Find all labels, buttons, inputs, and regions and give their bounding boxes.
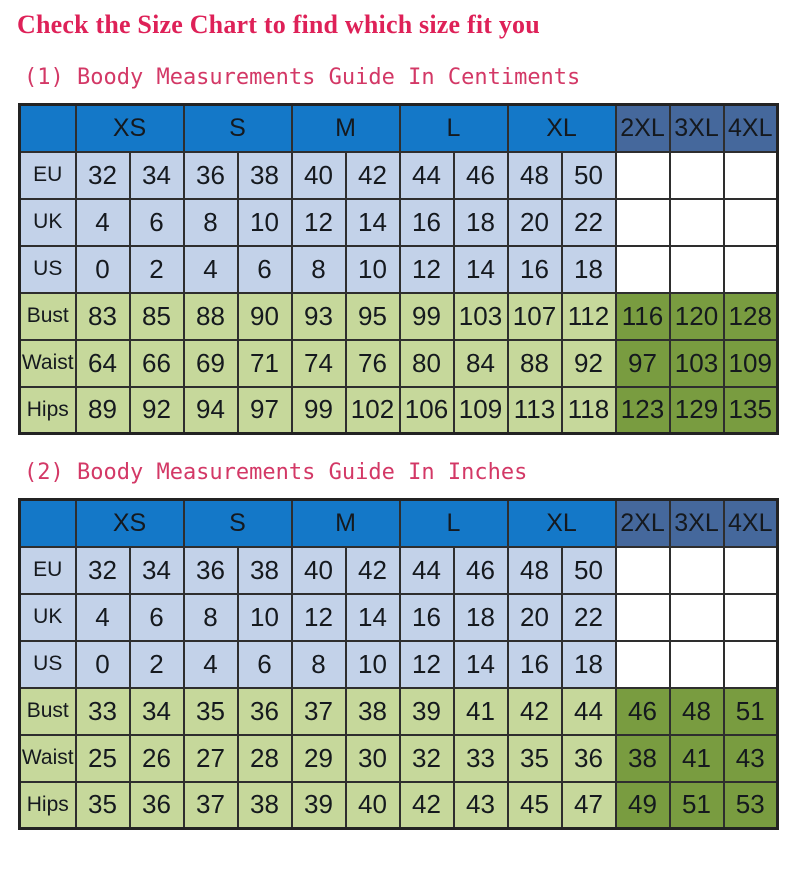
size-cell: 113 (508, 387, 562, 434)
size-cell: 51 (670, 782, 724, 829)
size-cell: 4 (184, 641, 238, 688)
size-cell: 4 (76, 594, 130, 641)
size-cell: 99 (400, 293, 454, 340)
size-cell: 39 (400, 688, 454, 735)
section-heading-inches: (2) Boody Measurements Guide In Inches (24, 460, 528, 485)
section-centimeters (0, 65, 794, 435)
size-cell: 123 (616, 387, 670, 434)
size-cell (670, 641, 724, 688)
size-cell: 93 (292, 293, 346, 340)
section-heading-centimeters: (1) Boody Measurements Guide In Centiments (24, 65, 581, 90)
size-cell: 27 (184, 735, 238, 782)
size-cell: 38 (346, 688, 400, 735)
size-cell: 49 (616, 782, 670, 829)
size-cell: 74 (292, 340, 346, 387)
size-cell: 36 (562, 735, 616, 782)
size-cell: 42 (508, 688, 562, 735)
size-cell (616, 199, 670, 246)
size-cell: 43 (454, 782, 508, 829)
size-cell (670, 152, 724, 199)
size-cell: 20 (508, 199, 562, 246)
size-header-row (20, 500, 778, 547)
size-cell: 22 (562, 199, 616, 246)
size-cell: 4 (184, 246, 238, 293)
size-cell: 40 (292, 547, 346, 594)
size-cell: 32 (76, 547, 130, 594)
size-cell: 94 (184, 387, 238, 434)
size-cell: 16 (400, 594, 454, 641)
size-cell: 10 (346, 641, 400, 688)
size-header-2xl: 2XL (616, 500, 670, 547)
size-cell: 34 (130, 547, 184, 594)
row-label-bust: Bust (20, 688, 76, 735)
size-cell (724, 594, 778, 641)
size-cell: 35 (508, 735, 562, 782)
size-cell: 92 (562, 340, 616, 387)
size-cell: 85 (130, 293, 184, 340)
size-cell (724, 547, 778, 594)
size-cell: 32 (400, 735, 454, 782)
section-inches (0, 460, 794, 830)
size-table-inches (18, 498, 779, 830)
size-cell: 18 (562, 246, 616, 293)
size-cell: 36 (184, 152, 238, 199)
size-cell: 103 (454, 293, 508, 340)
table-row-us (20, 246, 778, 293)
size-cell: 46 (454, 152, 508, 199)
size-cell: 118 (562, 387, 616, 434)
table-row-uk (20, 199, 778, 246)
size-cell: 109 (454, 387, 508, 434)
size-header-l: L (400, 500, 508, 547)
size-cell: 12 (292, 199, 346, 246)
size-cell: 29 (292, 735, 346, 782)
size-chart-page (0, 10, 794, 830)
row-label-us: US (20, 246, 76, 293)
size-cell: 44 (400, 152, 454, 199)
size-cell (616, 641, 670, 688)
size-cell: 0 (76, 246, 130, 293)
size-cell: 45 (508, 782, 562, 829)
size-cell: 112 (562, 293, 616, 340)
size-header-xs: XS (76, 500, 184, 547)
size-cell: 107 (508, 293, 562, 340)
row-label-us: US (20, 641, 76, 688)
size-cell: 135 (724, 387, 778, 434)
size-cell: 46 (454, 547, 508, 594)
size-cell: 76 (346, 340, 400, 387)
size-cell: 40 (292, 152, 346, 199)
size-cell: 10 (346, 246, 400, 293)
size-header-3xl: 3XL (670, 500, 724, 547)
size-cell: 97 (238, 387, 292, 434)
size-cell: 47 (562, 782, 616, 829)
size-cell: 51 (724, 688, 778, 735)
size-cell: 84 (454, 340, 508, 387)
size-cell: 46 (616, 688, 670, 735)
size-cell: 33 (454, 735, 508, 782)
size-cell: 69 (184, 340, 238, 387)
size-cell: 43 (724, 735, 778, 782)
size-cell: 20 (508, 594, 562, 641)
size-cell: 39 (292, 782, 346, 829)
size-header-m: M (292, 105, 400, 152)
row-label-waist: Waist (20, 735, 76, 782)
size-cell: 37 (292, 688, 346, 735)
size-cell: 18 (562, 641, 616, 688)
size-cell: 41 (670, 735, 724, 782)
size-cell: 38 (238, 782, 292, 829)
row-label-bust: Bust (20, 293, 76, 340)
size-cell: 6 (238, 641, 292, 688)
size-header-s: S (184, 105, 292, 152)
size-cell: 12 (400, 246, 454, 293)
size-cell: 35 (76, 782, 130, 829)
table-row-hips (20, 782, 778, 829)
table-row-waist (20, 340, 778, 387)
row-label-hips: Hips (20, 387, 76, 434)
size-header-4xl: 4XL (724, 105, 778, 152)
size-cell: 36 (238, 688, 292, 735)
size-cell: 53 (724, 782, 778, 829)
row-label-eu: EU (20, 152, 76, 199)
table-row-bust (20, 293, 778, 340)
size-cell: 8 (292, 641, 346, 688)
size-cell (616, 246, 670, 293)
size-cell: 109 (724, 340, 778, 387)
size-cell: 22 (562, 594, 616, 641)
size-cell: 88 (184, 293, 238, 340)
size-header-4xl: 4XL (724, 500, 778, 547)
size-cell: 8 (184, 594, 238, 641)
size-cell: 44 (562, 688, 616, 735)
table-row-hips (20, 387, 778, 434)
size-cell: 30 (346, 735, 400, 782)
page-title: Check the Size Chart to find which size fit you (17, 10, 540, 39)
size-cell: 42 (346, 547, 400, 594)
size-cell: 83 (76, 293, 130, 340)
size-cell: 66 (130, 340, 184, 387)
size-cell: 37 (184, 782, 238, 829)
row-label-uk: UK (20, 199, 76, 246)
size-cell: 50 (562, 152, 616, 199)
size-cell: 28 (238, 735, 292, 782)
size-cell: 10 (238, 594, 292, 641)
size-cell (616, 594, 670, 641)
size-cell (670, 199, 724, 246)
size-cell (724, 199, 778, 246)
size-cell (616, 547, 670, 594)
size-cell: 25 (76, 735, 130, 782)
size-header-xs: XS (76, 105, 184, 152)
size-cell: 26 (130, 735, 184, 782)
size-cell: 48 (670, 688, 724, 735)
size-cell: 88 (508, 340, 562, 387)
size-cell (724, 246, 778, 293)
size-cell (670, 594, 724, 641)
table-row-bust (20, 688, 778, 735)
table-row-us (20, 641, 778, 688)
size-cell: 16 (400, 199, 454, 246)
size-cell: 0 (76, 641, 130, 688)
size-cell: 16 (508, 246, 562, 293)
size-cell: 48 (508, 152, 562, 199)
table-row-uk (20, 594, 778, 641)
size-cell: 33 (76, 688, 130, 735)
table-row-waist (20, 735, 778, 782)
size-cell: 14 (346, 594, 400, 641)
size-cell: 95 (346, 293, 400, 340)
size-header-m: M (292, 500, 400, 547)
size-cell: 41 (454, 688, 508, 735)
size-header-3xl: 3XL (670, 105, 724, 152)
size-cell: 32 (76, 152, 130, 199)
size-cell: 12 (292, 594, 346, 641)
size-header-xl: XL (508, 500, 616, 547)
table-row-eu (20, 152, 778, 199)
size-cell: 40 (346, 782, 400, 829)
size-cell: 38 (238, 547, 292, 594)
size-cell: 97 (616, 340, 670, 387)
size-cell: 35 (184, 688, 238, 735)
size-cell: 34 (130, 688, 184, 735)
size-cell: 2 (130, 641, 184, 688)
size-cell: 129 (670, 387, 724, 434)
corner-cell (20, 500, 76, 547)
size-cell: 103 (670, 340, 724, 387)
size-cell: 14 (346, 199, 400, 246)
size-cell: 48 (508, 547, 562, 594)
row-label-eu: EU (20, 547, 76, 594)
size-header-l: L (400, 105, 508, 152)
size-cell: 106 (400, 387, 454, 434)
size-cell: 4 (76, 199, 130, 246)
size-cell (670, 547, 724, 594)
size-header-s: S (184, 500, 292, 547)
size-cell: 6 (238, 246, 292, 293)
size-cell: 80 (400, 340, 454, 387)
size-cell: 128 (724, 293, 778, 340)
size-cell (616, 152, 670, 199)
size-cell: 18 (454, 594, 508, 641)
size-cell: 6 (130, 594, 184, 641)
size-cell: 34 (130, 152, 184, 199)
size-header-xl: XL (508, 105, 616, 152)
size-cell: 92 (130, 387, 184, 434)
size-cell (670, 246, 724, 293)
size-cell: 90 (238, 293, 292, 340)
size-cell: 16 (508, 641, 562, 688)
size-cell (724, 152, 778, 199)
size-cell: 6 (130, 199, 184, 246)
size-cell: 8 (292, 246, 346, 293)
size-header-row (20, 105, 778, 152)
size-cell: 99 (292, 387, 346, 434)
size-cell: 10 (238, 199, 292, 246)
size-cell: 36 (184, 547, 238, 594)
size-cell: 64 (76, 340, 130, 387)
size-header-2xl: 2XL (616, 105, 670, 152)
size-cell: 89 (76, 387, 130, 434)
size-cell: 18 (454, 199, 508, 246)
size-cell: 116 (616, 293, 670, 340)
table-row-eu (20, 547, 778, 594)
size-cell: 12 (400, 641, 454, 688)
size-cell: 42 (400, 782, 454, 829)
size-cell: 2 (130, 246, 184, 293)
size-cell: 8 (184, 199, 238, 246)
size-cell: 50 (562, 547, 616, 594)
size-cell: 44 (400, 547, 454, 594)
corner-cell (20, 105, 76, 152)
size-cell (724, 641, 778, 688)
size-cell: 36 (130, 782, 184, 829)
row-label-hips: Hips (20, 782, 76, 829)
size-cell: 42 (346, 152, 400, 199)
row-label-waist: Waist (20, 340, 76, 387)
size-cell: 102 (346, 387, 400, 434)
size-cell: 38 (238, 152, 292, 199)
size-cell: 71 (238, 340, 292, 387)
row-label-uk: UK (20, 594, 76, 641)
size-cell: 14 (454, 641, 508, 688)
size-table-centimeters (18, 103, 779, 435)
size-cell: 14 (454, 246, 508, 293)
size-cell: 38 (616, 735, 670, 782)
size-cell: 120 (670, 293, 724, 340)
